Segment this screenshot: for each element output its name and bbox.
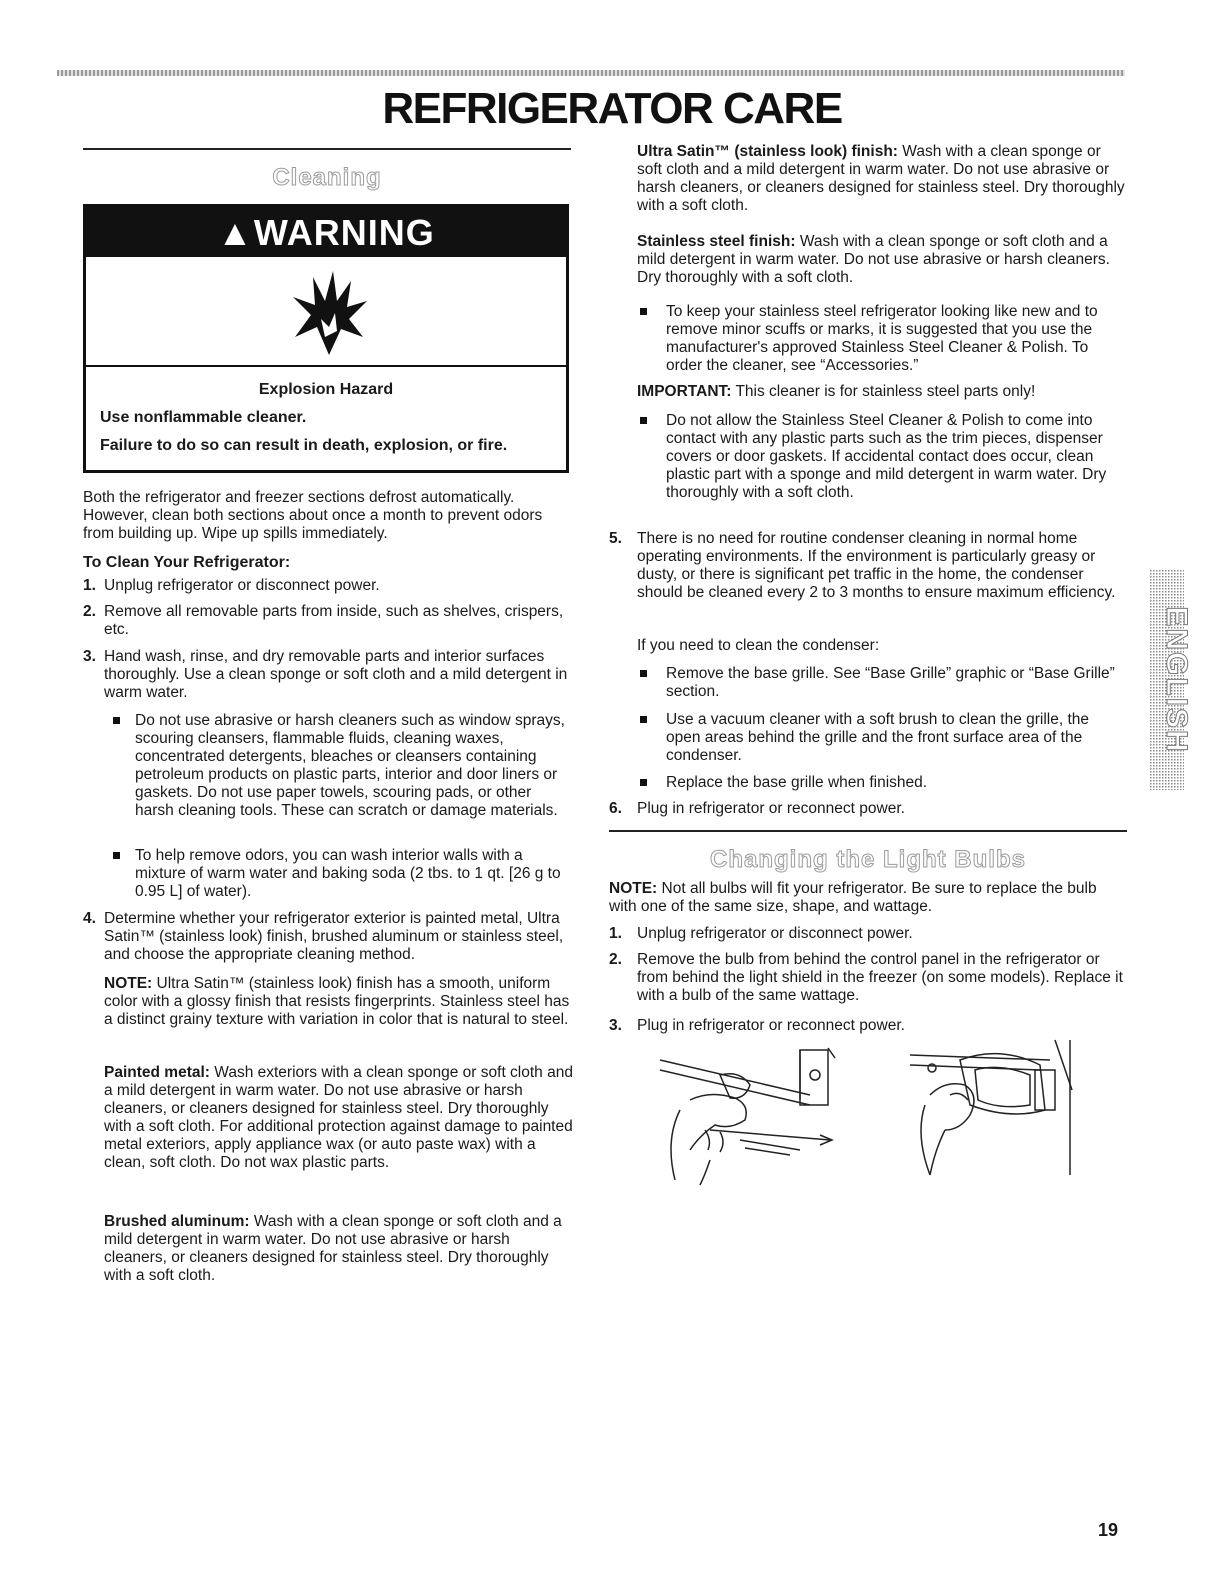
bullet-item: To help remove odors, you can wash interior walls with a mixture of warm water and baking soda (2 tbs. to 1 qt. [26 g to 0.95 L] of water). [113,847,573,901]
bullet-item: Replace the base grille when finished. [640,774,1127,792]
finish-note: NOTE: Ultra Satin™ (stainless look) finish has a smooth, uniform color with a glossy finish that resists fingerprints. Stainless steel has a distinct grainy texture with variation in color that is natural to steel. [104,975,570,1028]
bullet-item: Do not use abrasive or harsh cleaners such as window sprays, scouring cleansers, flammable fluids, cleaning waxes, concentrated detergents, bleaches or cleansers containing petroleum products on plastic parts, interior and door liners or gaskets. Do not use paper towels, scouring pads, or other harsh cleaning tools. These can scratch or damage materials. [113,712,573,820]
warning-triangle-icon: ▲ [217,212,254,253]
section-rule [609,830,1127,832]
step-item: 1. Unplug refrigerator or disconnect power. [83,577,380,594]
brushed-aluminum-paragraph: Brushed aluminum: Wash with a clean sponge or soft cloth and a mild detergent in warm water. Do not use abrasive or harsh cleaners, or cleaners designed for stainless steel. Dry thoroughly with a soft cloth. [104,1213,562,1284]
svg-text:ENGLISH: ENGLISH [1160,606,1193,754]
bullet-square-icon [640,670,647,677]
bulb-removal-illustration-left [650,1040,860,1190]
step-item: 3. Plug in refrigerator or reconnect power. [609,1017,905,1034]
warning-hazard: Explosion Hazard [258,381,394,398]
page-number: 19 [1098,1520,1119,1540]
section-heading-cleaning: Cleaning [272,164,382,191]
top-border [57,70,1125,76]
bullet-item: Use a vacuum cleaner with a soft brush to clean the grille, the open areas behind the grille and the front surface area of the condenser. [640,711,1127,765]
language-side-tab [1150,570,1193,790]
warning-line-1: Use nonflammable cleaner. [100,409,307,426]
warning-banner: ▲WARNING [86,207,566,257]
bulb-removal-illustration-right [890,1035,1090,1185]
warning-line-2: Failure to do so can result in death, explosion, or fire. [100,437,508,454]
condenser-intro: If you need to clean the condenser: [637,637,880,654]
clean-subheading: To Clean Your Refrigerator: [83,554,291,571]
bullet-square-icon [640,779,647,786]
step-item: 4. Determine whether your refrigerator exterior is painted metal, Ultra Satin™ (stainless look) finish, brushed aluminum or stainless steel, and choose the appropriate cleaning method. [83,910,564,963]
important-note: IMPORTANT: This cleaner is for stainless steel parts only! [637,383,1036,400]
cleaning-intro: Both the refrigerator and freezer sections defrost automatically. However, clean both sections about once a month to prevent odors from building up. Wipe up spills immediately. [83,489,543,542]
warning-icon-area [86,257,566,367]
step-item: 1. Unplug refrigerator or disconnect power. [609,925,913,942]
bullet-item: Remove the base grille. See “Base Grille” graphic or “Base Grille” section. [640,665,1127,701]
step-item: 6. Plug in refrigerator or reconnect power. [609,800,905,817]
warning-text [86,367,566,455]
bullet-item: To keep your stainless steel refrigerator looking like new and to remove minor scuffs or marks, it is suggested that you use the manufacturer's approved Stainless Steel Cleaner & Polish. To order the cleaner, see “Accessories.” [640,303,1127,375]
page-title: REFRIGERATOR CARE [382,84,842,133]
step-item: 2. Remove all removable parts from inside, such as shelves, crispers, etc. [83,603,564,638]
warning-box [83,204,569,473]
bullet-item: Do not allow the Stainless Steel Cleaner & Polish to come into contact with any plastic parts such as the trim pieces, dispenser covers or door gaskets. If accidental contact does occur, clean plastic part with a sponge and mild detergent in warm water. Dry thoroughly with a soft cloth. [640,412,1127,502]
section-heading-light-bulbs: Changing the Light Bulbs [710,846,1026,873]
bullet-square-icon [113,852,120,859]
bulbs-note: NOTE: Not all bulbs will fit your refrigerator. Be sure to replace the bulb with one of the same size, shape, and wattage. [609,880,1097,915]
step-item: 3. Hand wash, rinse, and dry removable parts and interior surfaces thoroughly. Use a clean sponge or soft cloth and a mild detergent in warm water. [83,648,568,701]
bullet-square-icon [640,308,647,315]
step-item: 5. There is no need for routine condenser cleaning in normal home operating environments. If the environment is particularly greasy or dusty, or there is significant pet traffic in the home, the condenser should be cleaned every 2 to 3 months to ensure maximum efficiency. [609,530,1116,601]
painted-metal-paragraph: Painted metal: Wash exteriors with a clean sponge or soft cloth and a mild detergent in warm water. Do not use abrasive or harsh cleaners, or cleaners designed for stainless steel. Dry thoroughly with a soft cloth. For additional protection against damage to painted metal exteriors, apply appliance wax (or auto paste wax) with a clean, soft cloth. Do not wax plastic parts. [104,1064,573,1171]
section-rule [83,148,571,150]
step-item: 2. Remove the bulb from behind the control panel in the refrigerator or from behind the light shield in the freezer (on some models). Replace it with a bulb of the same wattage. [609,951,1123,1004]
bullet-square-icon [640,716,647,723]
explosion-icon [289,267,369,357]
bullet-square-icon [113,717,120,724]
stainless-steel-paragraph: Stainless steel finish: Wash with a clean sponge or soft cloth and a mild detergent in warm water. Do not use abrasive or harsh cleaners. Dry thoroughly with a soft cloth. [637,233,1110,286]
bullet-square-icon [640,417,647,424]
ultra-satin-paragraph: Ultra Satin™ (stainless look) finish: Wash with a clean sponge or soft cloth and a mild detergent in warm water. Do not use abrasive or harsh cleaners, or cleaners designed for stainless steel. Dry thoroughly with a soft cloth. [637,143,1125,214]
